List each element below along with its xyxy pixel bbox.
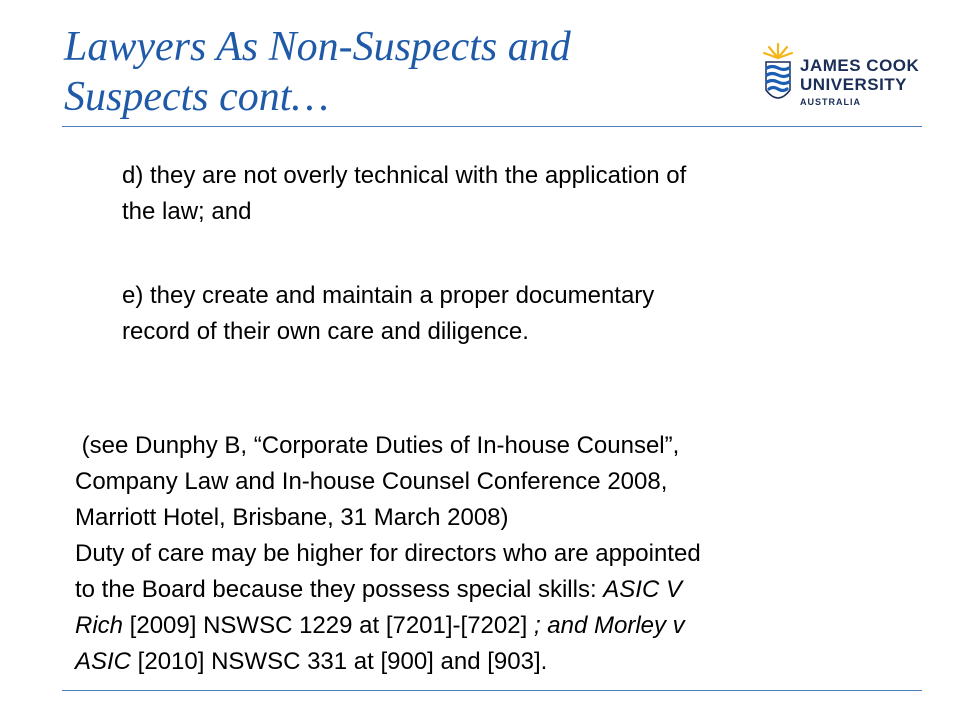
case-morley-part2: ASIC	[75, 648, 132, 675]
list-item-e	[122, 278, 842, 350]
citation-paragraph	[75, 392, 895, 536]
logo-emblem-icon	[760, 40, 796, 114]
slide-title	[64, 22, 744, 122]
duty-line-4-rest: [2010] NSWSC 331 at [900] and [903].	[131, 648, 548, 675]
logo-word-3: AUSTRALIA	[800, 97, 861, 107]
duty-line-1: Duty of care may be higher for directors who are appointed	[75, 540, 701, 567]
duty-paragraph	[75, 536, 925, 680]
title-divider	[62, 126, 922, 127]
title-line-1: Lawyers As Non-Suspects and	[64, 24, 571, 70]
case-asic-v-rich-part2: Rich	[75, 612, 124, 639]
item-e-line-2: record of their own care and diligence.	[122, 318, 529, 345]
citation-line-1: (see Dunphy B, “Corporate Duties of In-house Counsel”,	[75, 432, 680, 459]
case-asic-v-rich-part1: ASIC V	[603, 576, 682, 603]
logo-word-1: JAMES COOK	[800, 56, 920, 75]
list-item-d	[122, 158, 842, 230]
duty-line-2: to the Board because they possess special skills:	[75, 576, 604, 603]
citation-line-2: Company Law and In-house Counsel Conference 2008,	[75, 468, 668, 495]
duty-line-3-rest: [2009] NSWSC 1229 at [7201]-[7202]	[123, 612, 534, 639]
citation-line-3: Marriott Hotel, Brisbane, 31 March 2008)	[75, 504, 509, 531]
university-logo	[760, 40, 930, 120]
footer-divider	[62, 690, 922, 691]
logo-word-2: UNIVERSITY	[800, 75, 908, 94]
title-line-2: Suspects cont…	[64, 74, 329, 120]
item-e-line-1: e) they create and maintain a proper documentary	[122, 282, 655, 309]
item-d-line-1: d) they are not overly technical with the application of	[122, 162, 687, 189]
item-d-line-2: the law; and	[122, 198, 252, 225]
case-morley-part1: ; and Morley v	[533, 612, 685, 639]
